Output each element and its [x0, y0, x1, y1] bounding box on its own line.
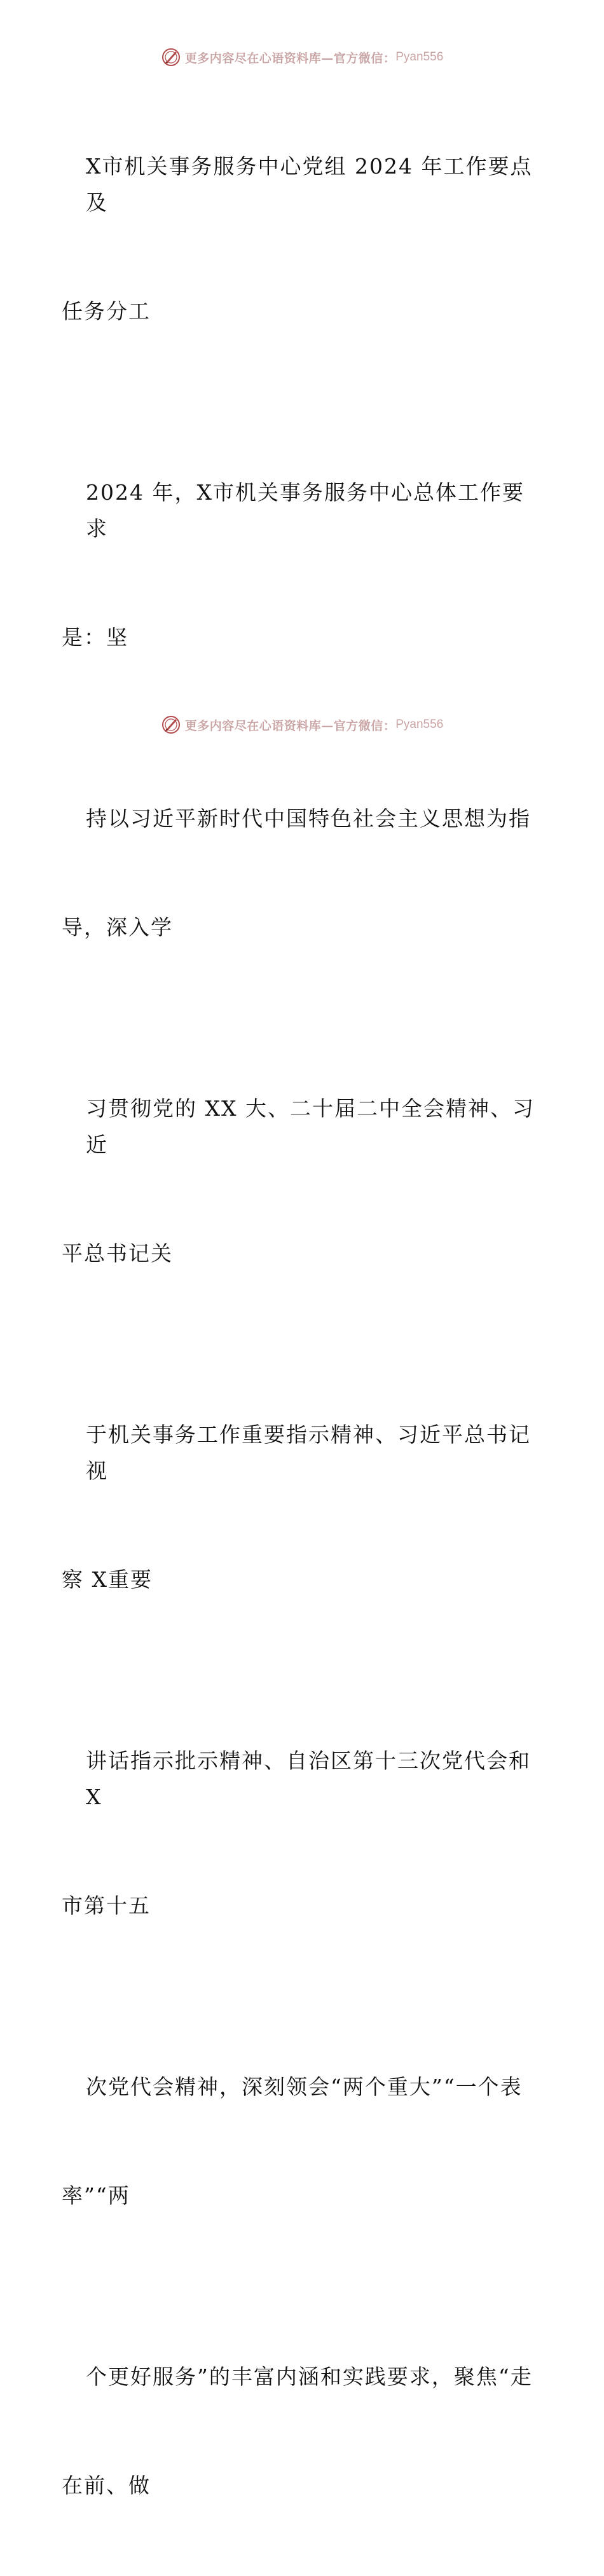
quill-seal-icon: [161, 47, 181, 67]
paragraph-line: 率”“两: [62, 2183, 130, 2208]
paragraph-line: 平总书记关: [62, 1241, 173, 1266]
quill-seal-icon: [161, 715, 181, 735]
paragraph-line: 市第十五: [62, 1893, 151, 1918]
watermark-handle: Pyan556: [395, 50, 444, 64]
paragraph: [62, 1670, 545, 1996]
paragraph-line: 次党代会精神，深刻领会“两个重大”“一个表: [86, 2074, 523, 2099]
paragraph-line: 导，深入学: [62, 915, 173, 940]
watermark-text: 更多内容尽在心语资料库—官方微信：: [184, 51, 396, 65]
paragraph: [62, 76, 545, 402]
paragraph: [62, 1344, 545, 1670]
paragraph-line: 个更好服务”的丰富内涵和实践要求，聚焦“走: [86, 2364, 533, 2389]
document-body: [62, 76, 545, 2576]
paragraph-line: 2024 年，X市机关事务服务中心总体工作要求: [86, 480, 525, 541]
paragraph: [62, 1996, 545, 2286]
watermark-handle: Pyan556: [395, 718, 444, 731]
footer-watermark: [0, 712, 604, 737]
paragraph: [62, 2286, 545, 2576]
paragraph-line: 习贯彻党的 XX 大、二十届二中全会精神、习近: [86, 1096, 535, 1157]
paragraph: [62, 728, 545, 1018]
paragraph: [62, 1018, 545, 1344]
paragraph-line: 在前、做: [62, 2473, 151, 2498]
paragraph-line: 持以习近平新时代中国特色社会主义思想为指: [86, 806, 531, 831]
paragraph-line: 讲话指示批示精神、自治区第十三次党代会和 X: [86, 1748, 539, 1809]
paragraph-line: 是：坚: [62, 625, 128, 650]
paragraph: [62, 402, 545, 728]
watermark-text: 更多内容尽在心语资料库—官方微信：: [184, 718, 396, 733]
paragraph-line: 察 X重要: [62, 1567, 153, 1592]
paragraph-line: X市机关事务服务中心党组 2024 年工作要点及: [86, 154, 533, 215]
header-watermark: [0, 45, 604, 70]
paragraph-line: 于机关事务工作重要指示精神、习近平总书记视: [86, 1422, 531, 1483]
paragraph-line: 任务分工: [62, 299, 151, 324]
